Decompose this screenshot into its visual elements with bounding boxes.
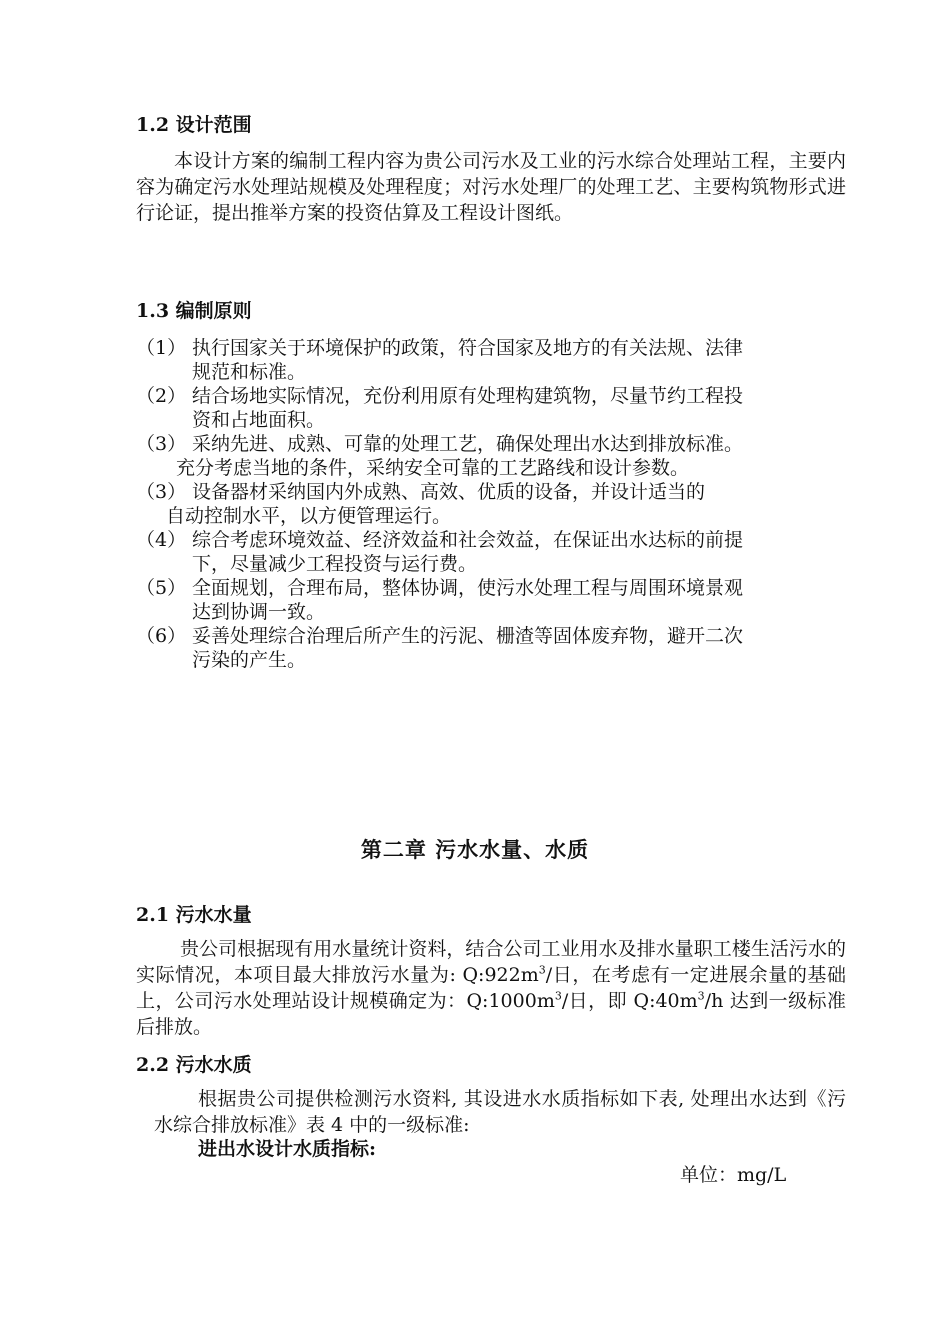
item-number: （5） bbox=[136, 577, 187, 599]
section-2-2-body: 根据贵公司提供检测污水资料, 其设进水水质指标如下表, 处理出水达到《污水综合排放标准》表 4 中的一级标准: bbox=[154, 1088, 846, 1136]
item-text: 结合场地实际情况，充份利用原有处理构建筑物，尽量节约工程投 bbox=[192, 385, 744, 407]
unit-label: 单位：mg/L bbox=[680, 1164, 787, 1186]
item-continuation: 下，尽量减少工程投资与运行费。 bbox=[192, 553, 478, 575]
list-item bbox=[136, 432, 846, 480]
item-text: 全面规划，合理布局，整体协调，使污水处理工程与周围环境景观 bbox=[192, 577, 744, 599]
section-2-1-body bbox=[136, 936, 846, 1040]
item-text: 设备器材采纳国内外成熟、高效、优质的设备，并设计适当的 bbox=[192, 481, 706, 503]
item-text: 妥善处理综合治理后所产生的污泥、栅渣等固体废弃物，避开二次 bbox=[192, 625, 744, 647]
section-heading-1-3: 1.3 编制原则 bbox=[136, 300, 252, 322]
principles-list bbox=[136, 336, 846, 672]
item-number: （4） bbox=[136, 529, 187, 551]
body-text: /h 达到一级标准后排放。 bbox=[136, 990, 846, 1038]
item-continuation: 充分考虑当地的条件，采纳安全可靠的工艺路线和设计参数。 bbox=[176, 457, 690, 479]
chapter-title: 第二章 污水水量、水质 bbox=[360, 837, 590, 862]
list-item bbox=[136, 336, 846, 384]
superscript: 3 bbox=[697, 989, 705, 1003]
item-continuation: 自动控制水平，以方便管理运行。 bbox=[166, 505, 452, 527]
section-heading-2-1: 2.1 污水水量 bbox=[136, 904, 252, 926]
section-heading-1-2: 1.2 设计范围 bbox=[136, 114, 252, 136]
item-continuation: 规范和标准。 bbox=[192, 361, 307, 383]
item-number: （3） bbox=[136, 433, 187, 455]
item-text: 执行国家关于环境保护的政策，符合国家及地方的有关法规、法律 bbox=[192, 337, 744, 359]
superscript: 3 bbox=[554, 989, 562, 1003]
list-item bbox=[136, 624, 846, 672]
item-text: 综合考虑环境效益、经济效益和社会效益，在保证出水达标的前提 bbox=[192, 529, 744, 551]
item-text: 采纳先进、成熟、可靠的处理工艺，确保处理出水达到排放标准。 bbox=[192, 433, 744, 455]
body-text: /日，在考虑有一定进展余量的基础上，公司污水处理站设计规模确定为：Q:1000m bbox=[136, 964, 847, 1012]
superscript: 3 bbox=[538, 963, 546, 977]
table-title: 进出水设计水质指标: bbox=[198, 1138, 377, 1160]
list-item bbox=[136, 576, 846, 624]
list-item bbox=[136, 480, 846, 528]
section-1-2-body: 本设计方案的编制工程内容为贵公司污水及工业的污水综合处理站工程，主要内容为确定污水处理站规模及处理程度；对污水处理厂的处理工艺、主要构筑物形式进行论证，提出推举方案的投资估算及工程设计图纸。 bbox=[136, 150, 846, 224]
section-heading-2-2: 2.2 污水水质 bbox=[136, 1054, 252, 1076]
item-continuation: 污染的产生。 bbox=[192, 649, 307, 671]
item-number: （2） bbox=[136, 385, 187, 407]
list-item bbox=[136, 384, 846, 432]
list-item bbox=[136, 528, 846, 576]
item-continuation: 资和占地面积。 bbox=[192, 409, 326, 431]
item-number: （3） bbox=[136, 481, 187, 503]
body-text: /日，即 Q:40m bbox=[561, 990, 698, 1012]
item-number: （1） bbox=[136, 337, 187, 359]
item-continuation: 达到协调一致。 bbox=[192, 601, 326, 623]
item-number: （6） bbox=[136, 625, 187, 647]
body-text: 贵公司根据现有用水量统计资料，结合公司工业用水及排水量职工楼生活污水的实际情况，本项目最大排放污水量为: Q:922m bbox=[136, 938, 846, 986]
